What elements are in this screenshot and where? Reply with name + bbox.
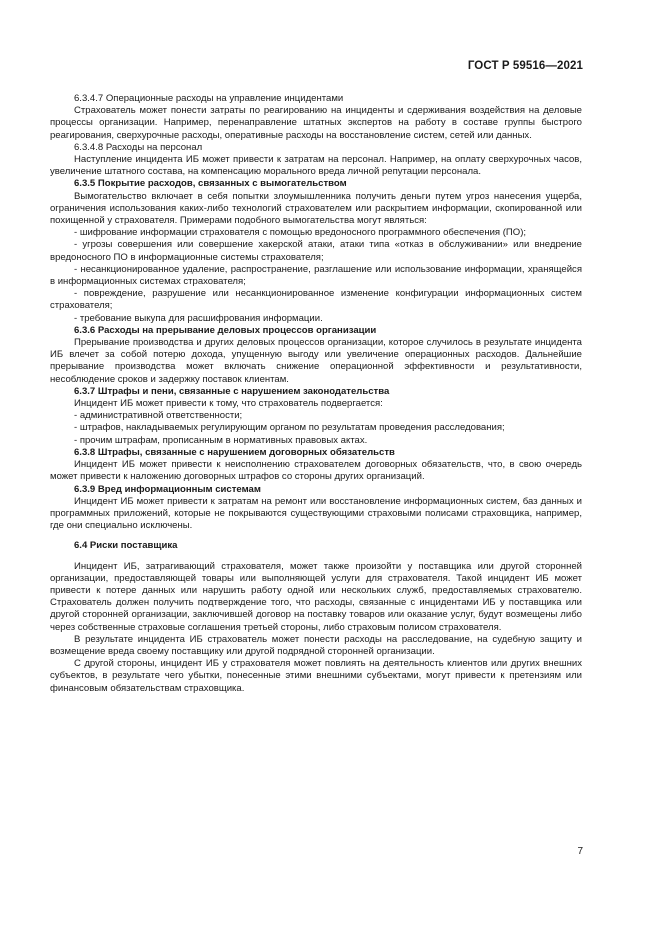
paragraph-personnel-costs: Наступление инцидента ИБ может привести к затратам на персонал. Например, на оплату сверхурочных часов, увеличение штатного состава, на компенсацию морального вреда личной репутации персонала.: [50, 154, 582, 178]
section-heading-6-3-5: 6.3.5 Покрытие расходов, связанных с вымогательством: [74, 178, 347, 190]
paragraph-supplier-incident: Инцидент ИБ, затрагивающий страхователя, может также произойти у поставщика или другой сторонней организации, предоставляющей товары или выполняющей услуги для страхователя. Такой инцидент ИБ может привести к потере данных или нарушить работу одной или нескольких служб, предоставляемых страхователю. Страхователь должен получить подтверждение того, что расходы, связанные с инцидентами ИБ у поставщика или другой сторонней организации, заключившей договор на поставку товаров или оказание услуг, будут возмещены либо через собственные страховые соглашения третьей стороны, либо страховым полисом страхователя.: [50, 560, 582, 633]
list-item: - угрозы совершения или совершение хакерской атаки, атаки типа «отказ в обслуживании» или внедрение вредоносного ПО в информационные системы страхователя;: [50, 239, 582, 263]
list-item: - несанкционированное удаление, распространение, разглашение или использование информации, хранящейся в информационных системах страхователя;: [50, 263, 582, 288]
paragraph-system-damage: Инцидент ИБ может привести к затратам на ремонт или восстановление информационных систем, баз данных и программных приложений, которые не покрываются существующими страховыми полисами страховщика, например, где они специально исключены.: [50, 495, 582, 532]
section-heading-6-3-7: 6.3.7 Штрафы и пени, связанные с нарушением законодательства: [74, 385, 390, 397]
section-heading-6-3-9: 6.3.9 Вред информационным системам: [74, 483, 261, 495]
list-item: - штрафов, накладываемых регулирующим органом по результатам проведения расследования;: [74, 422, 505, 434]
page-number: 7: [577, 846, 583, 857]
paragraph-third-party-claims: С другой стороны, инцидент ИБ у страхователя может повлиять на деятельность клиентов или других внешних субъектов, в результате чего убытки, понесенные этими внешними субъектами, могут привести к претензиям или финансовым обязательствам страховщика.: [50, 658, 582, 694]
paragraph-operational-costs: Страхователь может понести затраты по реагированию на инциденты и сдерживания воздействия на деловые процессы организации. Например, перенаправление штатных экспертов на работу в составе группы быстрого реагирования, сверхурочные расходы, оперативные расходы на восстановление систем, сетей или данных.: [50, 105, 582, 141]
paragraph-contract-fines: Инцидент ИБ может привести к неисполнению страхователем договорных обязательств, что, в свою очередь может привести к наложению договорных штрафов со стороны других организаций.: [50, 459, 582, 483]
subsection-heading-6-3-4-7: 6.3.4.7 Операционные расходы на управление инцидентами: [74, 93, 344, 104]
paragraph-business-interruption: Прерывание производства и других деловых процессов организации, которое случилось в результате инцидента ИБ влечет за собой потерю дохода, упущенную выгоду или увеличение операционных расходов. Дальнейшие прерывание производства может включать снижение операционной эффективности и результативности, несоблюдение сроков и задержку поставок клиентам.: [50, 337, 582, 385]
standard-header: ГОСТ Р 59516—2021: [467, 60, 583, 72]
list-item: - административной ответственности;: [74, 410, 243, 422]
paragraph-fines-intro: Инцидент ИБ может привести к тому, что страхователь подвергается:: [74, 398, 383, 410]
paragraph-investigation-costs: В результате инцидента ИБ страхователь может понести расходы на расследование, на судебную защиту и возмещение вреда своему поставщику или другой подрядной сторонней организации.: [50, 633, 582, 657]
document-body: [50, 93, 582, 695]
subsection-heading-6-3-4-8: 6.3.4.8 Расходы на персонал: [74, 141, 203, 153]
paragraph-extortion: Вымогательство включает в себя попытки злоумышленника получить деньги путем угроз нанесения ущерба, ограничения использования каких-либо технологий страхователем или раскрытием информации, скопированной или похищенной у страхователя. Примерами подобного вымогательства могут являться:: [50, 190, 582, 227]
list-item: - шифрование информации страхователя с помощью вредоносного программного обеспечения (ПО);: [74, 227, 527, 239]
section-heading-6-4: 6.4 Риски поставщика: [74, 540, 178, 552]
section-heading-6-3-6: 6.3.6 Расходы на прерывание деловых процессов организации: [74, 324, 377, 336]
list-item: - требование выкупа для расшифрования информации.: [74, 312, 323, 324]
list-item: - прочим штрафам, прописанным в нормативных правовых актах.: [74, 434, 368, 446]
section-heading-6-3-8: 6.3.8 Штрафы, связанные с нарушением договорных обязательств: [74, 446, 395, 458]
list-item: - повреждение, разрушение или несанкционированное изменение конфигурации информационных систем страхователя;: [50, 288, 582, 312]
